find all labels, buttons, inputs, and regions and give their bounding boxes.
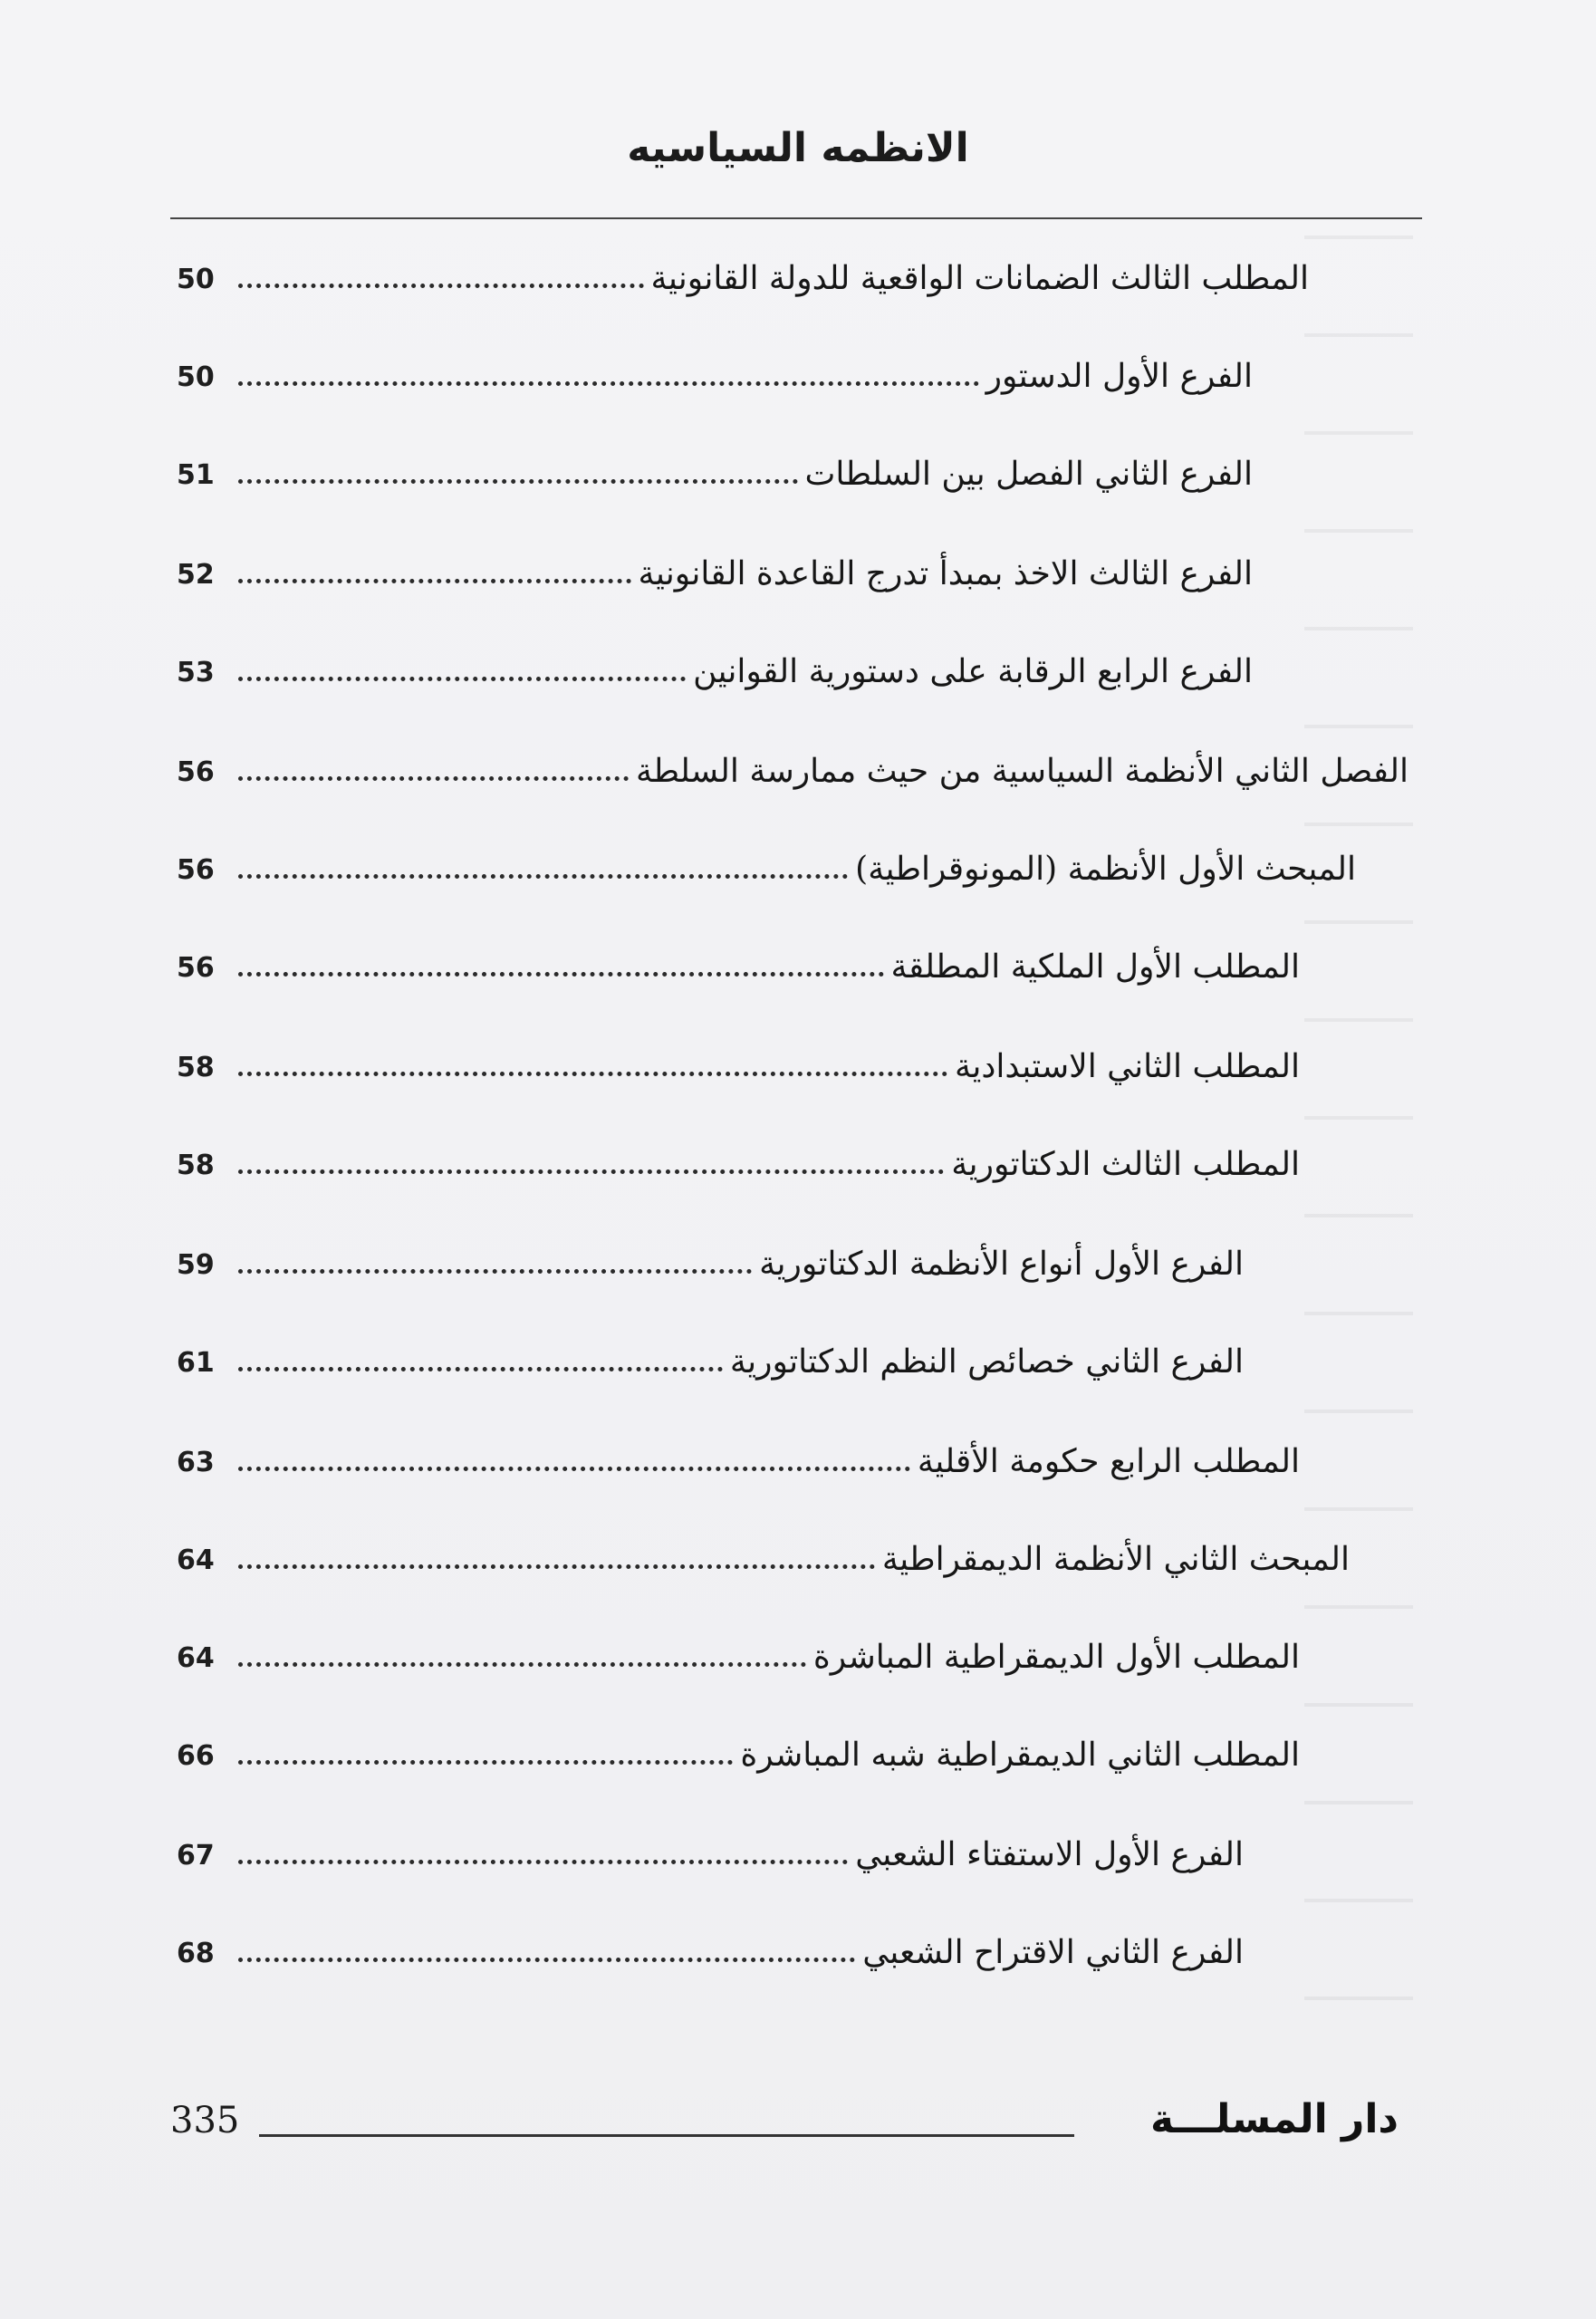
- toc-dot-leader: [238, 1467, 910, 1471]
- toc-page-number: 52: [177, 559, 215, 591]
- toc-dot-leader: [238, 1662, 806, 1667]
- toc-entry-title: المطلب الثالث الدكتاتورية: [951, 1146, 1300, 1183]
- toc-entry-title: المبحث الثاني الأنظمة الديمقراطية: [881, 1541, 1350, 1578]
- toc-entry: [177, 538, 1253, 596]
- toc-entry: [177, 1326, 1244, 1384]
- toc-entry-title: المطلب الثاني الديمقراطية شبه المباشرة: [740, 1737, 1300, 1774]
- toc-entry: [177, 1228, 1244, 1286]
- toc-entry-title: المطلب الأول الديمقراطية المباشرة: [812, 1639, 1300, 1676]
- toc-page-number: 66: [177, 1740, 215, 1772]
- toc-page-number: 64: [177, 1544, 215, 1576]
- running-header-title: الانظمه السياسيه: [627, 125, 969, 171]
- toc-entry-title: الفرع الأول الدستور: [985, 358, 1253, 395]
- toc-entry-title: الفرع الأول الاستفتاء الشعبي: [855, 1836, 1244, 1873]
- toc-entry: [177, 1426, 1300, 1484]
- toc-dot-leader: [238, 1760, 733, 1765]
- toc-dot-leader: [238, 381, 979, 386]
- toc-entry-title: الفرع الثاني خصائص النظم الدكتاتورية: [729, 1343, 1244, 1381]
- toc-entry: [177, 243, 1309, 301]
- toc-entry: [177, 1031, 1300, 1089]
- toc-dot-leader: [238, 579, 631, 583]
- toc-page-number: 50: [177, 264, 215, 295]
- toc-dot-leader: [238, 1072, 947, 1076]
- toc-page-number: 53: [177, 657, 215, 688]
- toc-page-number: 67: [177, 1840, 215, 1872]
- toc-page-number: 56: [177, 756, 215, 788]
- toc-page-number: 51: [177, 459, 215, 491]
- toc-dot-leader: [238, 1564, 875, 1569]
- toc-entry-title: الفرع الثالث الاخذ بمبدأ تدرج القاعدة القانونية: [638, 555, 1253, 592]
- toc-entry-title: المطلب الثالث الضمانات الواقعية للدولة القانونية: [650, 260, 1309, 297]
- toc-entry: [177, 341, 1253, 399]
- toc-dot-leader: [238, 284, 644, 288]
- toc-entry-title: الفرع الثاني الفصل بين السلطات: [804, 456, 1253, 493]
- toc-page-number: 61: [177, 1347, 215, 1379]
- toc-dot-leader: [238, 479, 798, 484]
- toc-entry: [177, 636, 1253, 694]
- footer-page-number: 335: [170, 2100, 240, 2141]
- toc-dot-leader: [238, 972, 884, 977]
- toc-entry: [177, 1819, 1244, 1877]
- toc-dot-leader: [238, 874, 848, 879]
- toc-entry: [177, 1719, 1300, 1777]
- toc-dot-leader: [238, 1169, 944, 1174]
- toc-page-number: 56: [177, 854, 215, 886]
- toc-dot-leader: [238, 1269, 752, 1274]
- toc-entry-title: المطلب الأول الملكية المطلقة: [890, 948, 1300, 986]
- toc-dot-leader: [238, 1367, 723, 1371]
- toc-entry-title: الفرع الأول أنواع الأنظمة الدكتاتورية: [759, 1246, 1244, 1283]
- toc-entry: [177, 1917, 1244, 1975]
- toc-entry: [177, 931, 1300, 989]
- toc-page-number: 63: [177, 1447, 215, 1478]
- toc-entry: [177, 1129, 1300, 1187]
- toc-page-number: 58: [177, 1052, 215, 1083]
- toc-page-number: 58: [177, 1150, 215, 1181]
- footer-publisher-name: دار المسلـــة: [1150, 2096, 1399, 2142]
- toc-entry-title: المطلب الرابع حكومة الأقلية: [917, 1443, 1300, 1480]
- toc-entry-title: المبحث الأول الأنظمة (المونوقراطية): [855, 851, 1356, 888]
- toc-dot-leader: [238, 677, 686, 681]
- toc-entry: [177, 833, 1356, 891]
- toc-page-number: 64: [177, 1642, 215, 1674]
- toc-page-number: 56: [177, 952, 215, 984]
- toc-entry-title: الفرع الرابع الرقابة على دستورية القوانين: [693, 653, 1253, 690]
- toc-entry: [177, 1621, 1300, 1679]
- toc-dot-leader: [238, 776, 629, 781]
- toc-entry: [177, 438, 1253, 496]
- toc-dot-leader: [238, 1860, 848, 1864]
- toc-entry-title: الفرع الثاني الاقتراح الشعبي: [862, 1934, 1244, 1971]
- toc-entry: [177, 1524, 1350, 1582]
- toc-page-number: 59: [177, 1249, 215, 1281]
- toc-entry-title: الفصل الثاني الأنظمة السياسية من حيث ممارسة السلطة: [636, 753, 1409, 790]
- footer-rule: [259, 2134, 1074, 2137]
- toc-entry-title: المطلب الثاني الاستبدادية: [955, 1048, 1300, 1085]
- toc-page-number: 68: [177, 1938, 215, 1969]
- toc-entry: [177, 736, 1409, 794]
- toc-page-number: 50: [177, 361, 215, 393]
- toc-dot-leader: [238, 1958, 855, 1962]
